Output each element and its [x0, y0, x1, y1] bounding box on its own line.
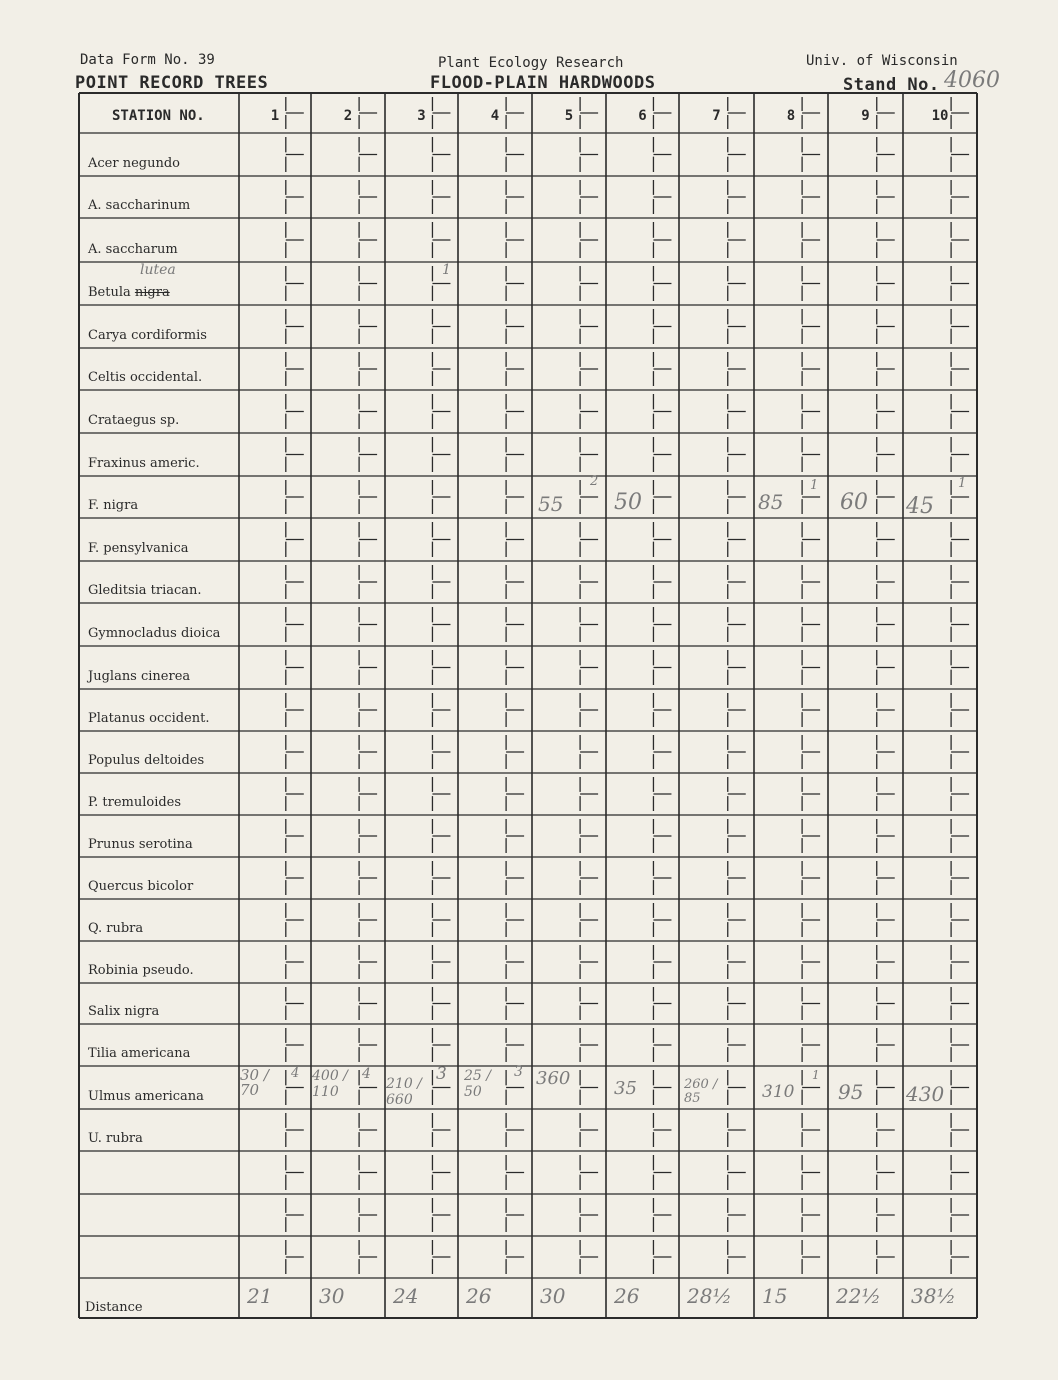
station-number: 9: [861, 108, 870, 124]
species-label: Quercus bicolor: [88, 879, 194, 894]
species-label: Juglans cinerea: [88, 669, 191, 684]
distance-value: 28½: [687, 1284, 732, 1308]
distance-value: 26: [614, 1284, 640, 1308]
fnigra-st9-value: 60: [840, 490, 868, 515]
fnigra-st8-value: 85: [758, 490, 784, 514]
ulmus-st9-value: 95: [838, 1080, 864, 1104]
ulmus-st6-value: 35: [614, 1078, 637, 1099]
ulmus-st1-count: 4: [291, 1066, 300, 1081]
form-number: Data Form No. 39: [80, 52, 215, 68]
distance-value: 38½: [911, 1284, 956, 1308]
species-label: P. tremuloides: [88, 795, 182, 810]
station-number: 3: [417, 108, 426, 124]
distance-value: 21: [247, 1284, 273, 1308]
station-number: 8: [786, 108, 796, 124]
station-number: 6: [638, 108, 647, 124]
station-number: 4: [490, 108, 500, 124]
ulmus-st4-value: 25 / 50: [464, 1068, 491, 1100]
distance-value: 30: [319, 1284, 345, 1308]
species-label: Acer negundo: [88, 156, 180, 171]
species-label: Fraxinus americ.: [88, 456, 200, 471]
species-label: Salix nigra: [88, 1004, 160, 1019]
stand-number: 4060: [944, 68, 1000, 93]
distance-value: 15: [762, 1284, 788, 1308]
fnigra-st5-value: 55: [538, 492, 564, 516]
university: Univ. of Wisconsin: [806, 53, 958, 69]
species-label: Celtis occidental.: [88, 370, 203, 385]
fnigra-st5-count: 2: [590, 474, 599, 489]
station-number: 2: [343, 108, 353, 124]
species-label: Tilia americana: [88, 1046, 191, 1061]
station-header: STATION NO.: [112, 108, 205, 124]
ulmus-st2-count: 4: [362, 1066, 371, 1082]
fnigra-st10-value: 45: [906, 494, 934, 519]
species-label: A. saccharum: [88, 242, 178, 257]
station-number: 1: [270, 108, 280, 124]
ulmus-st2-value: 400 / 110: [312, 1068, 348, 1100]
station-number: 5: [564, 108, 574, 124]
ulmus-st1-value: 30 / 70: [240, 1066, 269, 1099]
distance-value: 24: [393, 1284, 419, 1308]
distance-label: Distance: [85, 1300, 143, 1315]
species-label: Carya cordiformis: [88, 328, 207, 343]
ulmus-st7-value: 260 / 85: [684, 1077, 718, 1106]
species-label: Gleditsia triacan.: [88, 583, 202, 598]
ulmus-st4-count: 3: [514, 1064, 523, 1080]
ulmus-st8-value: 310: [762, 1082, 795, 1102]
species-label: Robinia pseudo.: [88, 963, 194, 978]
distance-value: 22½: [836, 1284, 881, 1308]
species-label: A. saccharinum: [88, 198, 191, 213]
fnigra-st6-value: 50: [614, 490, 642, 515]
organization: Plant Ecology Research: [438, 55, 624, 71]
subject-title: FLOOD-PLAIN HARDWOODS: [430, 73, 656, 93]
fnigra-st8-count: 1: [810, 478, 819, 493]
ulmus-st8-count: 1: [812, 1068, 820, 1082]
distance-value: 30: [540, 1284, 566, 1308]
species-label: Gymnocladus dioica: [88, 626, 221, 641]
species-label: Ulmus americana: [88, 1089, 204, 1104]
species-label: U. rubra: [88, 1131, 143, 1146]
species-label: Q. rubra: [88, 921, 144, 936]
ulmus-st5-value: 360: [536, 1068, 571, 1089]
fnigra-st10-count: 1: [958, 476, 967, 491]
species-label: Platanus occident.: [88, 711, 210, 726]
species-label: Betula nigra: [88, 285, 170, 300]
betula-st3-count: 1: [442, 262, 451, 278]
station-number: 10: [931, 108, 949, 124]
ulmus-st3-count: 3: [436, 1064, 447, 1084]
ulmus-st10-value: 430: [906, 1082, 945, 1106]
station-number: 7: [712, 108, 721, 124]
distance-value: 26: [466, 1284, 492, 1308]
ulmus-st3-value: 210 / 660: [386, 1076, 422, 1108]
species-label: F. pensylvanica: [88, 541, 189, 556]
species-label: Prunus serotina: [88, 837, 193, 852]
betula-correction: lutea: [140, 262, 176, 278]
species-label: Populus deltoides: [88, 753, 205, 768]
species-label: Crataegus sp.: [88, 413, 180, 428]
species-label: F. nigra: [88, 498, 139, 513]
stand-label: Stand No.: [843, 75, 940, 95]
form-title: POINT RECORD TREES: [75, 73, 269, 93]
